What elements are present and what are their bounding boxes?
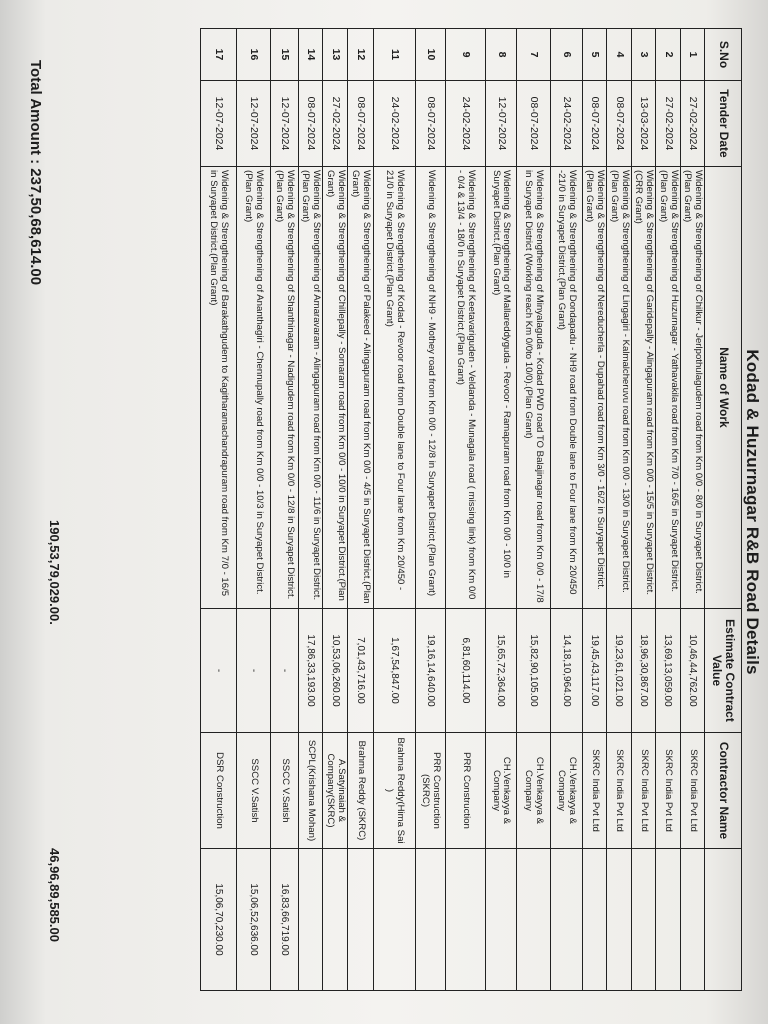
- table-header-row: [705, 29, 742, 991]
- table-row: [485, 29, 516, 991]
- row-extra-value: [550, 849, 582, 991]
- table-row: [656, 29, 680, 991]
- row-tender-date: 08-07-2024: [516, 81, 550, 167]
- row-estimate-value: 1,67,54,847.00: [373, 609, 415, 733]
- header-tender-date: Tender Date: [705, 81, 742, 167]
- row-sno: 11: [373, 29, 415, 81]
- row-extra-value: [516, 849, 550, 991]
- header-contractor: Contractor Name: [705, 733, 742, 849]
- row-extra-value: [582, 849, 606, 991]
- row-sno: 4: [607, 29, 631, 81]
- table-row: [680, 29, 704, 991]
- row-contractor: CH.Venkayya & Company: [550, 733, 582, 849]
- row-name-of-work: Widening & Strengthening of Shanthinagar - Nadigudem road from Km 0/0 - 12/8 in Suryapet District.(Plan Grant): [270, 167, 298, 609]
- row-sno: 8: [485, 29, 516, 81]
- table-row: [270, 29, 298, 991]
- value-subtotal: 190,53,79,029.00.: [47, 520, 62, 625]
- table-row: [445, 29, 485, 991]
- table-row: [516, 29, 550, 991]
- row-estimate-value: 10,53,06,260.00: [323, 609, 347, 733]
- road-details-table: [200, 28, 742, 991]
- row-extra-value: 15,06,70,230.00: [200, 849, 236, 991]
- row-tender-date: 12-07-2024: [236, 81, 270, 167]
- table-row: [373, 29, 415, 991]
- row-name-of-work: Widening & Strengthening of Lingagiri - Kalmalcheruvu road from Km 0/0 - 13/0 in Suryapet District.(Plan Grant): [607, 167, 631, 609]
- row-tender-date: 12-07-2024: [270, 81, 298, 167]
- row-estimate-value: 17,86,33,193.00: [298, 609, 322, 733]
- row-estimate-value: 13,69,13,059.00: [656, 609, 680, 733]
- row-tender-date: 08-07-2024: [298, 81, 322, 167]
- row-estimate-value: 7,01,43,716.00: [347, 609, 373, 733]
- row-estimate-value: 19,45,43,117.00: [582, 609, 606, 733]
- row-tender-date: 27-02-2024: [680, 81, 704, 167]
- row-name-of-work: Widening & Strengthening of Minyalaguda - Kodad PWD road TO Balajinagar road from Km 0/0 - 17/8 in Suryapet District (Working reach Km 0/0to 10/0).(Plan Grant): [516, 167, 550, 609]
- row-name-of-work: Widening & Strengthening of Barakathgudem to Kagitharamachandrapuram road from Km 7/0 - 16/5 in Suryapet District.(Plan Grant): [200, 167, 236, 609]
- row-extra-value: [323, 849, 347, 991]
- row-sno: 14: [298, 29, 322, 81]
- row-estimate-value: -: [236, 609, 270, 733]
- row-extra-value: [680, 849, 704, 991]
- row-sno: 7: [516, 29, 550, 81]
- row-extra-value: [298, 849, 322, 991]
- row-extra-value: [373, 849, 415, 991]
- row-tender-date: 13-03-2024: [631, 81, 655, 167]
- table-body: [200, 29, 704, 991]
- row-extra-value: [347, 849, 373, 991]
- row-tender-date: 24-02-2024: [550, 81, 582, 167]
- row-name-of-work: Widening & Strengthening of Amaravaram - Alingapuram road from Km 0/0 - 11/6 in Suryapet District.(Plan Grant): [298, 167, 322, 609]
- document-title: Kodad & Huzurnagar R&B Road Details: [743, 349, 762, 675]
- row-estimate-value: 19,23,61,021.00: [607, 609, 631, 733]
- row-sno: 3: [631, 29, 655, 81]
- extra-subtotal: 46,96,89,585.00: [47, 848, 62, 942]
- row-sno: 10: [415, 29, 445, 81]
- row-estimate-value: 14,18,10,964.00: [550, 609, 582, 733]
- row-contractor: SKRC India Pvt Ltd: [582, 733, 606, 849]
- table-row: [582, 29, 606, 991]
- row-contractor: A.Satyinaiah & Company(SKRC): [323, 733, 347, 849]
- row-sno: 9: [445, 29, 485, 81]
- row-contractor: PRR Construction (SKRC): [415, 733, 445, 849]
- row-name-of-work: Widening & Strengthening of Chillepally - Somaram road from Km 0/0 - 10/0 in Suryapet District.(Plan Grant): [323, 167, 347, 609]
- row-estimate-value: 18,96,30,867.00: [631, 609, 655, 733]
- row-estimate-value: 15,65,72,364.00: [485, 609, 516, 733]
- row-estimate-value: 6,81,60,114.00: [445, 609, 485, 733]
- row-name-of-work: Widening & Strengthening of Mallareddyguda - Revoor - Ramapuram road from Km 0/0 - 10/0 in Suryapet District.(Plan Grant): [485, 167, 516, 609]
- table-row: [200, 29, 236, 991]
- row-tender-date: 08-07-2024: [607, 81, 631, 167]
- row-contractor: SCPL(Krishana Mohan): [298, 733, 322, 849]
- row-tender-date: 27-02-2024: [656, 81, 680, 167]
- row-extra-value: [445, 849, 485, 991]
- table-row: [631, 29, 655, 991]
- row-name-of-work: Widening & Strengthening of Palakeed - Alingapuram road from Km 0/0 - 4/5 in Suryapet District.(Plan Grant): [347, 167, 373, 609]
- table-row: [236, 29, 270, 991]
- row-sno: 16: [236, 29, 270, 81]
- row-tender-date: 24-02-2024: [373, 81, 415, 167]
- row-name-of-work: Widening & Strengthening of Chilkur - Jerlpothulagudem road from Km 0/0 - 8/0 in Suryapet District.(Plan Grant): [680, 167, 704, 609]
- row-name-of-work: Widening & Strengthening of Garidepally - Alingapuram road from Km 0/0 - 15/5 in Suryapet District.(CRR Grant): [631, 167, 655, 609]
- row-sno: 15: [270, 29, 298, 81]
- row-tender-date: 08-07-2024: [347, 81, 373, 167]
- row-name-of-work: Widening & Strengthening of Huzurnagar - Yathavakila road from Km 7/0 - 16/5 in Suryapet District.(Plan Grant): [656, 167, 680, 609]
- header-extra: [705, 849, 742, 991]
- row-contractor: SKRC India Pvt Ltd: [680, 733, 704, 849]
- row-contractor: DSR Construction: [200, 733, 236, 849]
- table-row: [323, 29, 347, 991]
- row-name-of-work: Widening & Strengthening of NH9 - Mothey road from Km 0/0 - 12/8 in Suryapet District.(Plan Grant): [415, 167, 445, 609]
- row-tender-date: 08-07-2024: [415, 81, 445, 167]
- row-contractor: Brahma Reddy (SKRC): [347, 733, 373, 849]
- row-name-of-work: Widening & Strengthening of Kodad - Revoor road from Double lane to Four lane from Km 20/450 - 21/0 in Suryapet District.(Plan Grant): [373, 167, 415, 609]
- row-estimate-value: -: [200, 609, 236, 733]
- row-extra-value: 15,06,52,636.00: [236, 849, 270, 991]
- row-contractor: CH.Venkayya & Company: [485, 733, 516, 849]
- header-name-of-work: Name of Work: [705, 167, 742, 609]
- row-sno: 2: [656, 29, 680, 81]
- table-row: [607, 29, 631, 991]
- row-contractor: CH.Venkayya & Company: [516, 733, 550, 849]
- row-contractor: PRR Construction: [445, 733, 485, 849]
- row-extra-value: [607, 849, 631, 991]
- row-name-of-work: Widening & Strengthening of Keetavariguden - Veldanda - Munagala road ( missing link) from Km 0/0 - 0/4 & 13/4 - 18/0 in Suryapet District.(Plan Grant): [445, 167, 485, 609]
- total-amount: Total Amount : 237,50,68,614.00: [27, 60, 44, 286]
- row-contractor: Brahma Reddy(Hima Sai ): [373, 733, 415, 849]
- row-tender-date: 12-07-2024: [200, 81, 236, 167]
- row-contractor: SSCC V.Satish: [236, 733, 270, 849]
- row-sno: 5: [582, 29, 606, 81]
- row-contractor: SSCC V.Satish: [270, 733, 298, 849]
- row-estimate-value: 15,82,90,105.00: [516, 609, 550, 733]
- row-contractor: SKRC India Pvt Ltd: [656, 733, 680, 849]
- row-extra-value: [656, 849, 680, 991]
- header-estimate-value: Estimate Contract Value: [705, 609, 742, 733]
- row-tender-date: 27-02-2024: [323, 81, 347, 167]
- row-name-of-work: Widening & Strengthening of Ananthagiri - Chennupally road from Km 0/0 - 10/3 in Suryapet District.(Plan Grant): [236, 167, 270, 609]
- table-row: [550, 29, 582, 991]
- row-tender-date: 12-07-2024: [485, 81, 516, 167]
- row-contractor: SKRC India Pvt Ltd: [607, 733, 631, 849]
- row-extra-value: [631, 849, 655, 991]
- row-tender-date: 08-07-2024: [582, 81, 606, 167]
- row-extra-value: 16,83,66,719.00: [270, 849, 298, 991]
- row-contractor: SKRC India Pvt Ltd: [631, 733, 655, 849]
- row-estimate-value: -: [270, 609, 298, 733]
- row-sno: 6: [550, 29, 582, 81]
- row-sno: 17: [200, 29, 236, 81]
- row-sno: 12: [347, 29, 373, 81]
- table-row: [415, 29, 445, 991]
- row-sno: 13: [323, 29, 347, 81]
- table-row: [298, 29, 322, 991]
- header-sno: S.No: [705, 29, 742, 81]
- row-sno: 1: [680, 29, 704, 81]
- table-row: [347, 29, 373, 991]
- row-name-of-work: Widening & Strengthening of Dondapadu - NH9 road from Double lane to Four lane from Km 20/450 -21/0 in Suryapet District.(Plan Grant): [550, 167, 582, 609]
- row-extra-value: [485, 849, 516, 991]
- row-extra-value: [415, 849, 445, 991]
- row-estimate-value: 10,46,44,762.00: [680, 609, 704, 733]
- row-name-of-work: Widening & Strengthening of Nereducherla - Dupahad road from Km 3/0 - 16/2 in Suryapet District.(Plan Grant): [582, 167, 606, 609]
- row-tender-date: 24-02-2024: [445, 81, 485, 167]
- row-estimate-value: 19,16,14,640.00: [415, 609, 445, 733]
